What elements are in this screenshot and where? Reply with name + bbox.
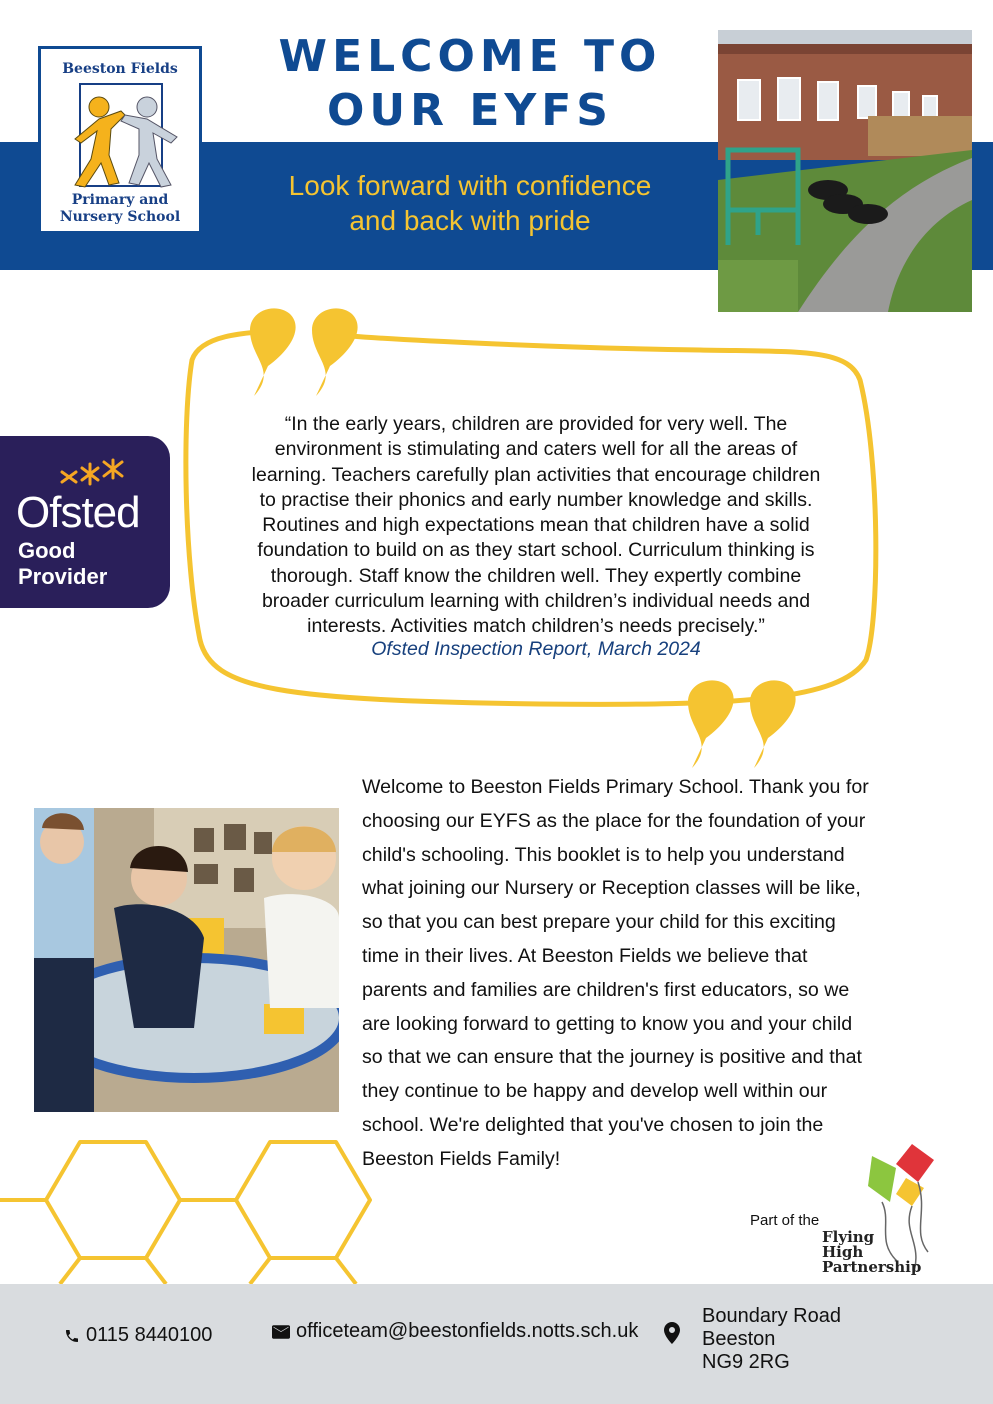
closing-quote-icon (688, 680, 796, 768)
quote-line: interests. Activities match children’s needs precisely.” (307, 615, 765, 638)
partnership-name-line2: High (822, 1243, 864, 1261)
partnership-name (822, 1230, 921, 1275)
quote-source: Ofsted Inspection Report, March 2024 (371, 638, 701, 660)
quote-line: foundation to build on as they start school. Curriculum thinking is (257, 539, 815, 562)
address-line2: Beeston (702, 1328, 776, 1350)
tagline (240, 168, 700, 238)
title-line2: OUR EYFS (327, 85, 613, 136)
footer-phone[interactable] (64, 1324, 212, 1347)
quote-line: “In the early years, children are provided for very well. The (284, 413, 788, 435)
welcome-line: time in their lives. At Beeston Fields we believe that (362, 944, 808, 967)
location-pin-icon (664, 1322, 680, 1344)
children-playing-photo (34, 808, 339, 1112)
partnership-name-line1: Flying (822, 1228, 875, 1246)
welcome-line: choosing our EYFS as the place for the foundation of your (362, 809, 866, 832)
children-figures-icon (55, 93, 191, 193)
ofsted-rating (18, 538, 107, 590)
welcome-line: Beeston Fields Family! (362, 1147, 561, 1170)
partnership-name-line3: Partnership (822, 1258, 922, 1276)
title-line1: WELCOME TO (278, 31, 662, 82)
quote-line: Routines and high expectations mean that children have a solid (262, 514, 810, 537)
ofsted-badge (0, 436, 170, 608)
ofsted-rating-line1: Good (18, 538, 76, 563)
page-title (250, 30, 690, 138)
footer-address (702, 1305, 841, 1374)
welcome-line: Welcome to Beeston Fields Primary School. Thank you for (362, 776, 869, 798)
footer-email-text: officeteam@beestonfields.notts.sch.uk (296, 1320, 639, 1342)
logo-name-top: Beeston Fields (62, 61, 178, 77)
quote-line: to practise their phonics and early number knowledge and skills. (259, 488, 813, 511)
ofsted-brand: Ofsted (16, 488, 140, 537)
address-line1: Boundary Road (702, 1305, 841, 1327)
welcome-line: so that we can ensure that the journey is positive and that (362, 1046, 862, 1069)
welcome-line: so that you can best prepare your child for this exciting (362, 911, 836, 934)
tagline-line2: and back with pride (349, 205, 591, 236)
school-logo (38, 46, 202, 234)
quote-line: learning. Teachers carefully plan activities that encourage children (251, 463, 821, 486)
welcome-line: school. We're delighted that you've chosen to join the (362, 1113, 824, 1136)
ofsted-quote (212, 412, 860, 640)
welcome-line: are looking forward to getting to know you and your child (362, 1012, 853, 1035)
partnership-prefix: Part of the (750, 1212, 820, 1229)
welcome-line: what joining our Nursery or Reception classes will be like, (362, 877, 861, 900)
logo-name-bottom-line1: Primary and (71, 192, 169, 208)
footer-email[interactable] (272, 1320, 638, 1343)
phone-icon (64, 1328, 80, 1344)
ofsted-rating-line2: Provider (18, 564, 108, 589)
honeycomb-decoration-icon (0, 1138, 380, 1284)
opening-quote-icon (250, 308, 358, 396)
logo-name-bottom (41, 192, 199, 226)
address-line3: NG9 2RG (702, 1351, 790, 1373)
quote-line: broader curriculum learning with children’s individual needs and (261, 590, 811, 613)
welcome-paragraph (362, 771, 942, 1177)
email-icon (272, 1325, 290, 1339)
tagline-line1: Look forward with confidence (288, 170, 652, 201)
welcome-line: child's schooling. This booklet is to help you understand (362, 843, 845, 866)
ofsted-stars-icon (58, 458, 148, 492)
partnership-logo (750, 1142, 950, 1282)
quote-line: thorough. Staff know the children well. They expertly combine (270, 564, 802, 587)
footer-phone-text: 0115 8440100 (86, 1324, 213, 1346)
quote-line: environment is stimulating and caters well for all the areas of (274, 438, 798, 461)
playground-photo (718, 30, 972, 312)
logo-name-bottom-line2: Nursery School (59, 209, 181, 225)
welcome-line: parents and families are children's first educators, so we (362, 978, 850, 1001)
welcome-line: they continue to be happy and develop well within our (362, 1080, 828, 1103)
